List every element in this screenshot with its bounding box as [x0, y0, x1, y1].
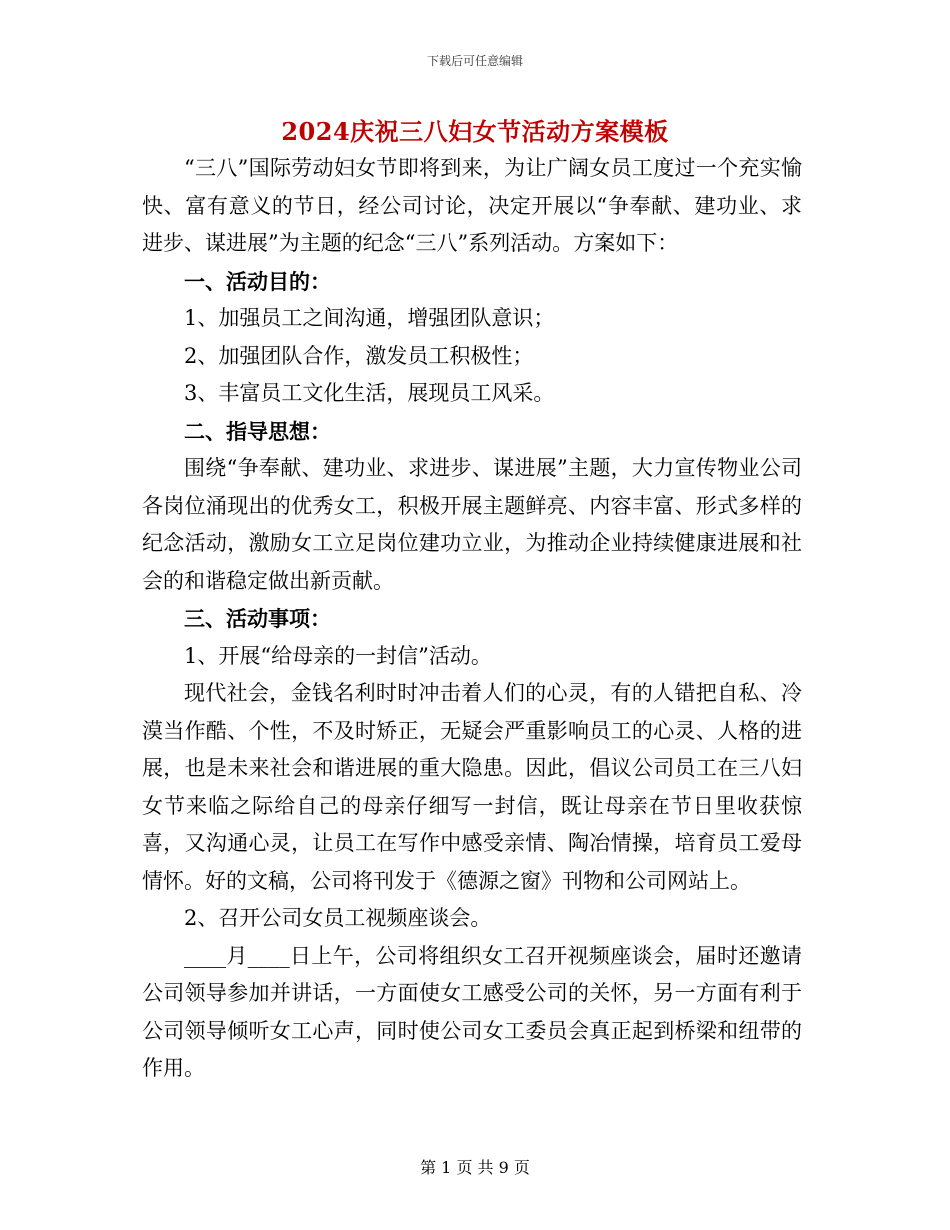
list-item-purpose-1: 1、加强员工之间沟通，增强团队意识； [184, 306, 555, 330]
section-heading-activities: 三、活动事项： [184, 606, 331, 631]
document-body [142, 150, 802, 1088]
paragraph-guidance: 围绕“争奉献、建功业、求进步、谋进展”主题，大力宣传物业公司各岗位涌现出的优秀女工，积极开展主题鲜亮、内容丰富、形式多样的纪念活动，激励女工立足岗位建功立业，为推动企业持续健康进展和社会的和谐稳定做出新贡献。 [142, 456, 802, 593]
header-note: 下载后可任意编辑 [426, 54, 523, 68]
activity-item-1: 1、开展“给母亲的一封信”活动。 [184, 643, 492, 668]
paragraph-intro: “三八”国际劳动妇女节即将到来，为让广阔女员工度过一个充实愉快、富有意义的节日，经公司讨论，决定开展以“争奉献、建功业、求进步、谋进展”为主题的纪念“三八”系列活动。方案如下： [142, 156, 802, 255]
paragraph-activity-1: 现代社会，金钱名利时时冲击着人们的心灵，有的人错把自私、冷漠当作酷、个性，不及时矫正，无疑会严重影响员工的心灵、人格的进展，也是未来社会和谐进展的重大隐患。因此，倡议公司员工在三八妇女节来临之际给自己的母亲仔细写一封信，既让母亲在节日里收获惊喜，又沟通心灵，让员工在写作中感受亲情、陶冶情操，培育员工爱母情怀。好的文稿，公司将刊发于《德源之窗》刊物和公司网站上。 [142, 681, 802, 893]
section-heading-purpose: 一、活动目的： [184, 268, 331, 294]
section-heading-guidance: 二、指导思想： [184, 418, 331, 444]
activity-item-2: 2、召开公司女员工视频座谈会。 [184, 906, 492, 930]
document-title: 2024庆祝三八妇女节活动方案模板 [281, 117, 669, 146]
list-item-purpose-2: 2、加强团队合作，激发员工积极性； [184, 343, 534, 368]
list-item-purpose-3: 3、丰富员工文化生活，展现员工风采。 [184, 381, 555, 405]
page-footer: 第 1 页 共 9 页 [420, 1158, 530, 1177]
paragraph-activity-2: ____月____日上午，公司将组织女工召开视频座谈会，届时还邀请公司领导参加并讲话，一方面使女工感受公司的关怀，另一方面有利于公司领导倾听女工心声，同时使公司女工委员会真正起到桥梁和纽带的作用。 [142, 943, 802, 1080]
